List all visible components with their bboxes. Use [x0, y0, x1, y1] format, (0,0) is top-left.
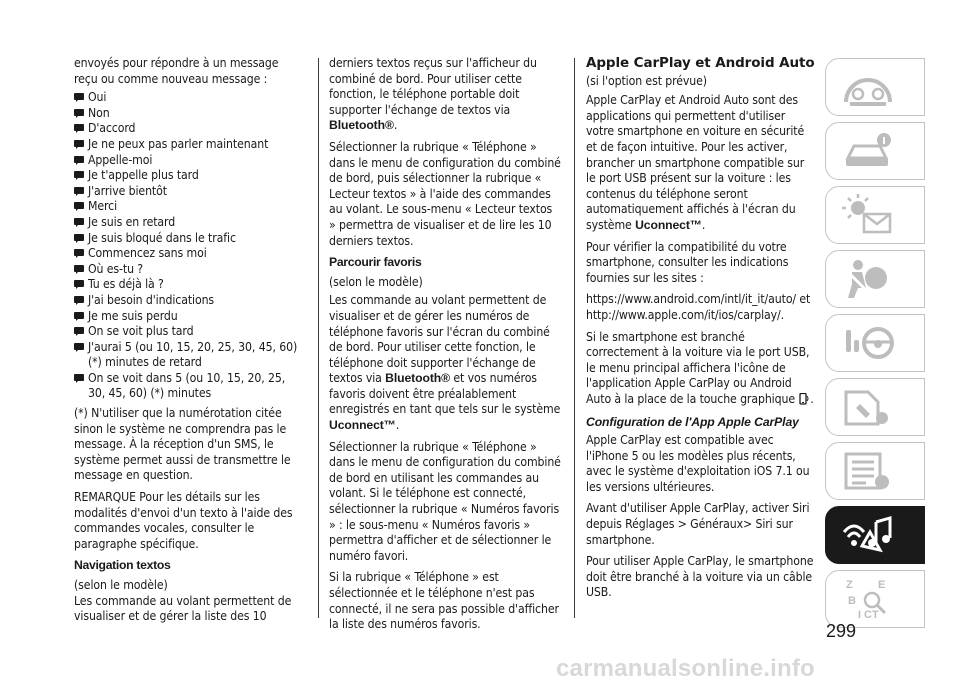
tab-service[interactable] [825, 442, 925, 500]
bluetooth-term: Bluetooth® [385, 371, 451, 386]
list-item-label: Oui [88, 90, 107, 105]
compatibility-paragraph: Pour vérifier la compatibilité du votre smartphone, consulter les indications fournies sur les sites : [586, 239, 789, 285]
bluetooth-term: Bluetooth® [329, 118, 394, 133]
svg-text:T: T [872, 609, 879, 621]
carplay-model: (si l'option est prévue) [586, 73, 707, 88]
list-item-label: Commencez sans moi [88, 246, 207, 261]
sms-reader-instructions: Sélectionner la rubrique « Téléphone » dans le menu de configuration du combiné de bord, puis sélectionner la rubrique « Lecteur textos » à l'aide des commandes au volant. Le sous-menu « Lecteur textos » permettra de visualiser et de lire les 10 derniers textos. [329, 139, 561, 248]
message-bubble-icon [74, 187, 84, 196]
message-bubble-icon [74, 312, 84, 321]
list-item [74, 199, 302, 215]
siri-paragraph: Avant d'utiliser Apple CarPlay, activer Siri depuis Réglages > Généraux> Siri sur smartphone. [586, 501, 810, 547]
carplay-config-heading: Configuration de l'App Apple CarPlay [586, 415, 799, 430]
list-item [74, 309, 302, 325]
navigation-textos-text: Les commande au volant permettent de visualiser et de gérer la liste des 10 [74, 593, 292, 624]
list-item-label: J'ai besoin d'indications [88, 292, 215, 307]
message-bubble-icon [74, 93, 84, 102]
maintenance-wrench-icon [840, 384, 896, 430]
svg-text:B: B [848, 595, 856, 607]
message-bubble-icon [74, 140, 84, 149]
column-divider-1 [318, 58, 319, 618]
column-divider-2 [574, 58, 575, 618]
tab-lights-warnings[interactable] [825, 186, 925, 244]
intro-text: envoyés pour répondre à un message reçu ou comme nouveau message : [74, 56, 279, 86]
message-bubble-icon [74, 124, 84, 133]
list-item [74, 168, 302, 184]
tab-safety[interactable] [825, 250, 925, 308]
message-bubble-icon [74, 234, 84, 243]
carplay-compat-paragraph: Apple CarPlay est compatible avec l'iPhone 5 ou les modèles plus récents, avec le système d'exploitation iOS 7.1 ou les versions ultérieures. [586, 433, 810, 494]
list-item [74, 246, 302, 262]
list-item [74, 215, 302, 231]
car-info-icon [840, 128, 896, 174]
navigation-textos-model: (selon le modèle) [74, 578, 168, 592]
list-item [74, 137, 302, 153]
message-bubble-icon [74, 265, 84, 274]
list-item-label: Merci [88, 199, 118, 214]
remarque-paragraph: REMARQUE Pour les détails sur les modalités d'envoi d'un texto à l'aide des commandes vocales, consulter le paragraphe spécifique. [74, 490, 293, 551]
favorites-not-connected: Si la rubrique « Téléphone » est sélectionnée et le téléphone n'est pas connecté, il ne sera pas possible d'afficher la liste des numéros favoris. [329, 570, 559, 632]
list-item-label: Appelle-moi [88, 152, 153, 167]
alphabetical-index-icon [840, 576, 896, 622]
list-item-label: Je ne peux pas parler maintenant [88, 136, 269, 151]
tab-emergency[interactable] [825, 378, 925, 436]
message-bubble-icon [74, 156, 84, 165]
airbag-safety-icon [840, 256, 896, 302]
message-bubble-icon [74, 327, 84, 336]
list-item [74, 184, 302, 200]
service-checklist-icon [840, 448, 896, 494]
tab-driving[interactable] [825, 314, 925, 372]
tab-index[interactable] [825, 570, 925, 628]
uconnect-term: Uconnect™ [329, 418, 396, 433]
list-item-label: Tu es déjà là ? [88, 277, 164, 292]
footnote: (*) N'utiliser que la numérotation citée sinon le système ne comprendra pas le message. À la réception d'un SMS, le système permet aussi de transmettre le message en question. [74, 406, 291, 483]
svg-text:E: E [878, 579, 886, 591]
message-bubble-icon [74, 171, 84, 180]
parcourir-favoris-model: (selon le modèle) [329, 274, 423, 289]
list-item-label: On se voit dans 5 (ou 10, 15, 20, 25, 30, 45, 60) (*) minutes [88, 370, 286, 401]
list-item-label: Je t'appelle plus tard [88, 168, 199, 183]
tab-multimedia[interactable] [825, 506, 925, 564]
favorites-paragraph: Les commande au volant permettent de visualiser et de gérer les numéros de téléphone favoris sur l'écran du combiné de bord. Pour utiliser cette fonction, le téléphone doit supporter l'échange de textos via Bluetooth® et vos numéros favoris doivent être préalablement enregistrés en tant que tels sur le système Uconnect™. [329, 293, 561, 433]
message-bubble-icon [74, 249, 84, 258]
list-item-label: Je suis bloqué dans le trafic [88, 230, 236, 245]
list-item [74, 106, 302, 122]
message-bubble-icon [74, 109, 84, 118]
list-item [74, 153, 302, 169]
list-item-label: J'aurai 5 (ou 10, 15, 20, 25, 30, 45, 60) (*) minutes de retard [88, 339, 298, 370]
list-item-label: J'arrive bientôt [88, 183, 167, 198]
message-bubble-icon [74, 280, 84, 289]
list-item [74, 231, 302, 247]
lights-warning-icon [840, 192, 896, 238]
page-number: 299 [826, 621, 857, 641]
phone-graphic-key-icon [798, 393, 810, 410]
tab-car-info[interactable] [825, 122, 925, 180]
watermark: carmanualsonline.info [556, 655, 815, 682]
list-item [74, 262, 302, 278]
list-item [74, 340, 302, 371]
compatibility-urls: https://www.android.com/intl/it_it/auto/ et http://www.apple.com/it/ios/carplay/. [586, 292, 811, 322]
carplay-intro: Apple CarPlay et Android Auto sont des applications qui permettent d'utiliser votre smartphone en voiture en sécurité et de façon intuitive. Pour les activer, brancher un smartphone compatible sur le port USB présent sur la voiture : les contenus du téléphone seront automatiquement affichés à l'écran du système Uconnect™. [586, 93, 805, 232]
svg-text:C: C [864, 609, 872, 621]
list-item [74, 277, 302, 293]
carplay-android-heading: Apple CarPlay et Android Auto [586, 55, 815, 71]
svg-text:Z: Z [846, 579, 853, 591]
message-bubble-icon [74, 202, 84, 211]
list-item [74, 293, 302, 309]
column-2 [329, 56, 561, 639]
chapter-tabs [825, 58, 925, 634]
favorites-instructions: Sélectionner la rubrique « Téléphone » dans le menu de configuration du combiné de bord en utilisant les commandes au volant. Si le téléphone est connecté, sélectionner la rubrique « Numéros favoris » : le sous-menu « Numéros favoris » permettra d'afficher et de sélectionner le numéro favori. [329, 439, 561, 563]
usb-cable-paragraph: Pour utiliser Apple CarPlay, le smartphone doit être branché à la voiture via un câble USB. [586, 554, 814, 600]
message-bubble-icon [74, 374, 84, 383]
list-item-label: Je me suis perdu [88, 308, 178, 323]
tab-dashboard[interactable] [825, 58, 925, 116]
message-bubble-icon [74, 343, 84, 352]
navigation-textos-heading: Navigation textos [74, 558, 171, 573]
predefined-messages-list [74, 90, 302, 402]
multimedia-icon [840, 512, 896, 558]
parcourir-favoris-heading: Parcourir favoris [329, 255, 422, 270]
list-item [74, 324, 302, 340]
column-3 [586, 56, 816, 607]
steering-wheel-icon [840, 320, 896, 366]
svg-text:I: I [858, 609, 862, 621]
sms-reader-paragraph: derniers textos reçus sur l'afficheur du combiné de bord. Pour utiliser cette fonction, le téléphone portable doit supporter l'échange de textos via Bluetooth®. [329, 56, 537, 133]
list-item [74, 121, 302, 137]
uconnect-term: Uconnect™ [635, 217, 702, 232]
car-dashboard-icon [840, 64, 896, 110]
list-item [74, 90, 302, 106]
usb-connection-paragraph: Si le smartphone est branché correctement à la voiture via le port USB, le menu principal affichera l'icône de l'application Apple CarPlay ou Android Auto à la place de la touche graphique . [586, 330, 816, 410]
list-item-label: On se voit plus tard [88, 324, 194, 339]
list-item-label: Je suis en retard [88, 214, 176, 229]
column-1 [74, 56, 302, 625]
list-item [74, 371, 302, 402]
list-item-label: Où es-tu ? [88, 261, 144, 276]
message-bubble-icon [74, 218, 84, 227]
list-item-label: Non [88, 105, 110, 120]
message-bubble-icon [74, 296, 84, 305]
list-item-label: D'accord [88, 121, 136, 136]
